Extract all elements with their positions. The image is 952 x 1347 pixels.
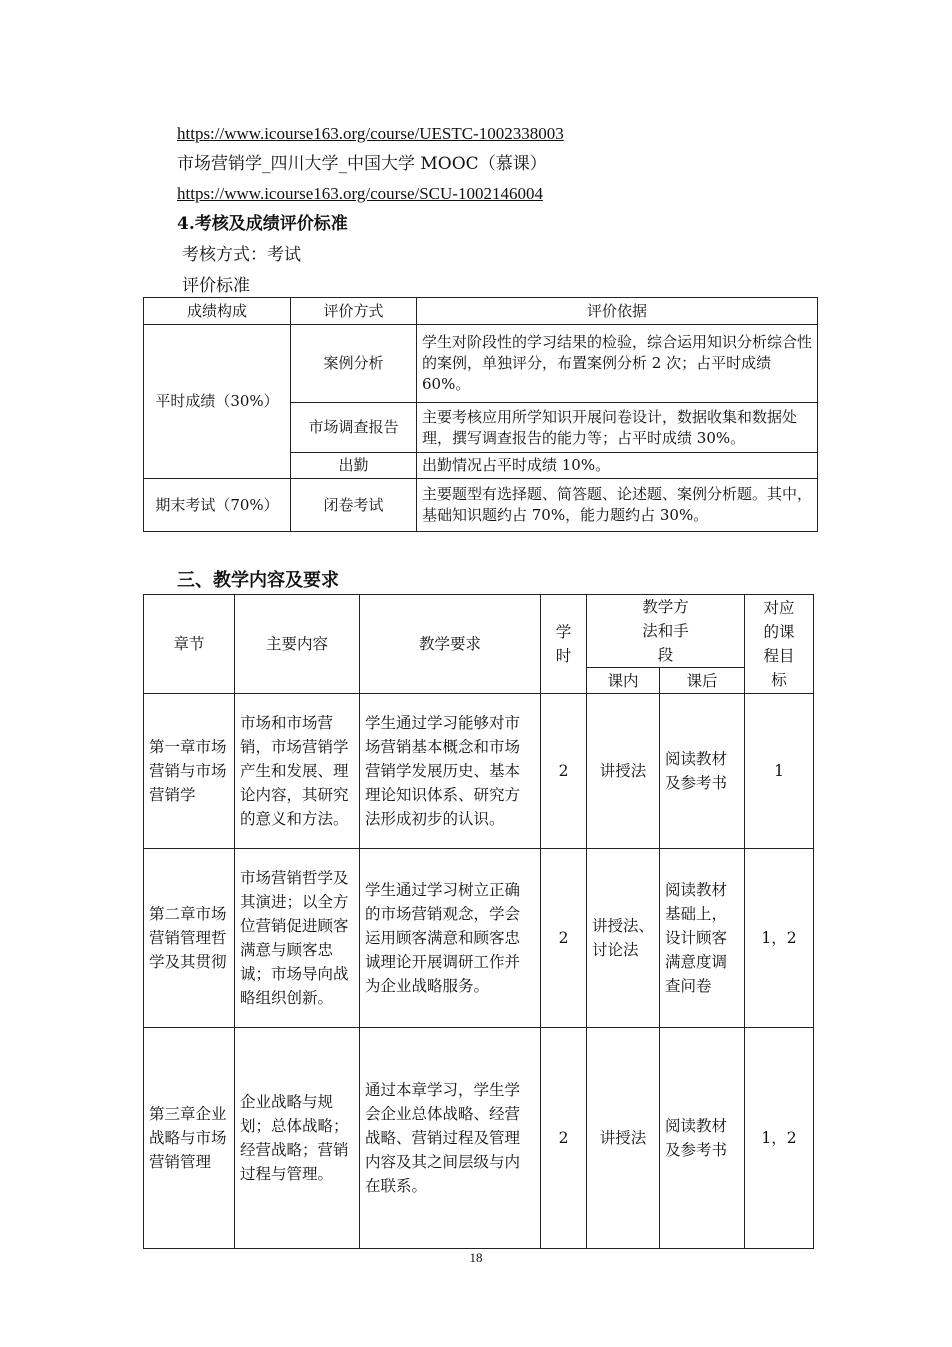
- header-content: 主要内容: [235, 595, 360, 694]
- eval-standard-label: 评价标准: [182, 276, 250, 296]
- table-header: 评价依据: [417, 298, 818, 325]
- hours-cell: 2: [541, 1028, 587, 1249]
- eval-basis: 主要题型有选择题、简答题、论述题、案例分析题。其中，基础知识题约占 70%，能力题约占 30%。: [417, 479, 818, 532]
- after-class-cell: 阅读教材及参考书: [660, 694, 745, 849]
- eval-basis: 出勤情况占平时成绩 10%。: [417, 453, 818, 479]
- chapter-cell: 第三章企业战略与市场营销管理: [144, 1028, 235, 1249]
- grade-group-regular: 平时成绩（30%）: [144, 325, 291, 479]
- objective-cell: 1，2: [745, 1028, 814, 1249]
- header-methods: 教学方法和手段: [587, 595, 745, 668]
- hours-cell: 2: [541, 849, 587, 1028]
- chapter-cell: 第二章市场营销管理哲学及其贯彻: [144, 849, 235, 1028]
- section3-heading: 三、教学内容及要求: [177, 570, 339, 591]
- exam-method: 考核方式：考试: [182, 245, 301, 265]
- objective-cell: 1，2: [745, 849, 814, 1028]
- hours-cell: 2: [541, 694, 587, 849]
- eval-method: 出勤: [291, 453, 417, 479]
- table-header: 评价方式: [291, 298, 417, 325]
- page-number: 18: [469, 1250, 483, 1265]
- eval-method: 案例分析: [291, 325, 417, 403]
- reference-link-scu[interactable]: https://www.icourse163.org/course/SCU-1002146004: [177, 184, 543, 203]
- requirement-cell: 通过本章学习，学生学会企业总体战略、经营战略、营销过程及管理内容及其之间层级与内在联系。: [360, 1028, 541, 1249]
- eval-basis: 学生对阶段性的学习结果的检验，综合运用知识分析综合性的案例，单独评分，布置案例分析 2 次；占平时成绩 60%。: [417, 325, 818, 403]
- requirement-cell: 学生通过学习能够对市场营销基本概念和市场营销学发展历史、基本理论知识体系、研究方法形成初步的认识。: [360, 694, 541, 849]
- after-class-cell: 阅读教材基础上，设计顾客满意度调查问卷: [660, 849, 745, 1028]
- reference-course-scu: 市场营销学_四川大学_中国大学 MOOC（慕课）: [177, 154, 547, 174]
- in-class-cell: 讲授法: [587, 1028, 660, 1249]
- reference-link-uestc[interactable]: https://www.icourse163.org/course/UESTC-1002338003: [177, 124, 564, 143]
- eval-basis: 主要考核应用所学知识开展问卷设计，数据收集和数据处理，撰写调查报告的能力等；占平时成绩 30%。: [417, 403, 818, 453]
- teaching-content-table: [143, 594, 814, 1249]
- header-objective: 对应的课程目标: [745, 595, 814, 694]
- objective-cell: 1: [745, 694, 814, 849]
- eval-method: 闭卷考试: [291, 479, 417, 532]
- header-chapter: 章节: [144, 595, 235, 694]
- content-cell: 企业战略与规划；总体战略；经营战略；营销过程与管理。: [235, 1028, 360, 1249]
- table-header: 成绩构成: [144, 298, 291, 325]
- grade-group-final: 期末考试（70%）: [144, 479, 291, 532]
- in-class-cell: 讲授法: [587, 694, 660, 849]
- header-requirement: 教学要求: [360, 595, 541, 694]
- evaluation-table: [143, 297, 818, 532]
- header-hours: 学时: [541, 595, 587, 694]
- section4-heading: 4.考核及成绩评价标准: [177, 214, 348, 234]
- header-after-class: 课后: [660, 668, 745, 694]
- chapter-cell: 第一章市场营销与市场营销学: [144, 694, 235, 849]
- content-cell: 市场和市场营销，市场营销学产生和发展、理论内容，其研究的意义和方法。: [235, 694, 360, 849]
- header-in-class: 课内: [587, 668, 660, 694]
- eval-method: 市场调查报告: [291, 403, 417, 453]
- content-cell: 市场营销哲学及其演进；以全方位营销促进顾客满意与顾客忠诚；市场导向战略组织创新。: [235, 849, 360, 1028]
- requirement-cell: 学生通过学习树立正确的市场营销观念，学会运用顾客满意和顾客忠诚理论开展调研工作并为企业战略服务。: [360, 849, 541, 1028]
- in-class-cell: 讲授法、讨论法: [587, 849, 660, 1028]
- after-class-cell: 阅读教材及参考书: [660, 1028, 745, 1249]
